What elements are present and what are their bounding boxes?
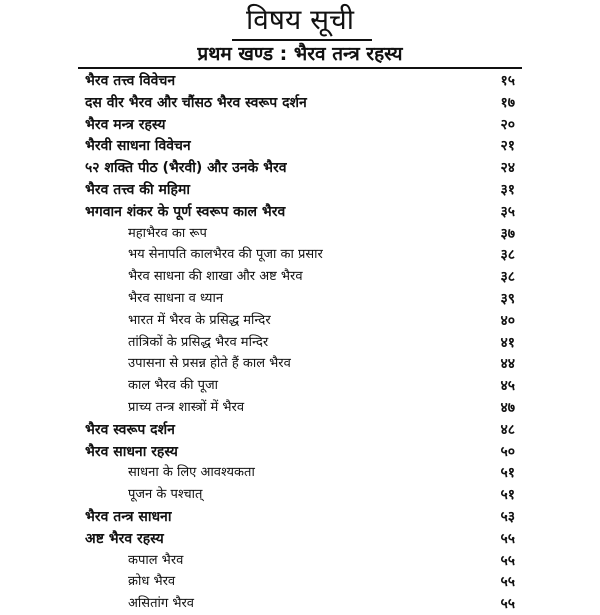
toc-entry <box>0 550 600 572</box>
toc-entry <box>0 223 600 245</box>
page-title: विषय सूची <box>245 3 355 36</box>
toc-entry <box>0 593 600 615</box>
toc-entry <box>0 484 600 506</box>
toc-entry-label: काल भैरव की पूजा <box>128 378 218 394</box>
toc-entry <box>0 506 600 528</box>
toc-entry-label: दस वीर भैरव और चौंसठ भैरव स्वरूप दर्शन <box>85 94 307 111</box>
heading-rule <box>78 67 522 69</box>
toc-entry <box>0 419 600 441</box>
toc-entry-label: भैरवी साधना विवेचन <box>85 138 191 155</box>
toc-entry <box>0 244 600 266</box>
toc-entry-label: क्रोध भैरव <box>128 574 176 590</box>
toc-entry <box>0 288 600 310</box>
toc-entry <box>0 332 600 354</box>
toc-entry-page: ५१ <box>500 465 515 482</box>
toc-entry <box>0 114 600 136</box>
toc-entry-page: ३५ <box>500 203 515 220</box>
toc-entry <box>0 462 600 484</box>
toc-entry-page: ३९ <box>500 290 515 307</box>
toc-entry-label: भैरव तत्त्व विवेचन <box>85 73 176 89</box>
toc-entry-label: भैरव साधना व ध्यान <box>128 290 224 306</box>
toc-entry-label: भैरव मन्त्र रहस्य <box>85 116 166 133</box>
toc-entry <box>0 310 600 332</box>
toc-entry-label: भैरव साधना की शाखा और अष्ट भैरव <box>128 269 303 285</box>
toc-entry-page: ३१ <box>500 181 515 198</box>
toc-entry-page: ४१ <box>500 334 515 351</box>
title-underline <box>232 39 372 41</box>
toc-entry-label: तांत्रिकों के प्रसिद्ध भैरव मन्दिर <box>128 334 269 350</box>
toc-list <box>0 70 600 615</box>
toc-entry <box>0 135 600 157</box>
section-heading: प्रथम खण्ड : भैरव तन्त्र रहस्य <box>197 43 403 65</box>
toc-entry-label: प्राच्य तन्त्र शास्त्रों में भैरव <box>128 399 245 415</box>
toc-entry-page: ५५ <box>500 596 515 613</box>
toc-entry <box>0 92 600 114</box>
toc-entry-label: भगवान शंकर के पूर्ण स्वरूप काल भैरव <box>85 203 286 220</box>
toc-entry-label: साधना के लिए आवश्यकता <box>128 465 255 481</box>
toc-entry <box>0 571 600 593</box>
toc-entry <box>0 528 600 550</box>
toc-entry-page: ५० <box>500 443 515 460</box>
toc-entry-label: भैरव तत्त्व की महिमा <box>85 181 190 198</box>
toc-entry-page: ५५ <box>500 574 515 591</box>
toc-entry-page: १७ <box>500 94 515 111</box>
toc-entry-page: ३७ <box>500 225 515 242</box>
toc-entry-label: अष्ट भैरव रहस्य <box>85 530 164 547</box>
toc-entry <box>0 70 600 92</box>
toc-entry-label: भैरव तन्त्र साधना <box>85 508 172 525</box>
toc-entry-label: भारत में भैरव के प्रसिद्ध मन्दिर <box>128 312 271 328</box>
toc-entry-page: ४५ <box>500 378 515 395</box>
toc-entry <box>0 397 600 419</box>
toc-entry <box>0 157 600 179</box>
toc-entry-page: ४४ <box>500 356 515 373</box>
toc-entry-page: २० <box>500 116 515 133</box>
toc-entry-label: महाभैरव का रूप <box>128 225 207 241</box>
toc-entry-label: ५२ शक्ति पीठ (भैरवी) और उनके भैरव <box>85 160 287 177</box>
toc-entry-page: १५ <box>500 73 515 89</box>
toc-entry-page: ४८ <box>500 421 515 438</box>
toc-entry-page: ५१ <box>500 487 515 504</box>
toc-entry <box>0 179 600 201</box>
toc-entry-page: ४० <box>500 312 515 329</box>
toc-entry-page: ५५ <box>500 552 515 569</box>
toc-entry <box>0 441 600 463</box>
toc-entry <box>0 201 600 223</box>
toc-entry-label: पूजन के पश्चात् <box>128 487 203 503</box>
toc-entry-page: ५५ <box>500 530 515 547</box>
toc-entry <box>0 375 600 397</box>
toc-entry-page: ३८ <box>500 247 515 264</box>
toc-entry-label: भैरव साधना रहस्य <box>85 443 178 460</box>
toc-entry-page: २४ <box>500 160 515 177</box>
toc-entry-label: उपासना से प्रसन्न होते हैं काल भैरव <box>128 356 291 372</box>
toc-entry <box>0 353 600 375</box>
toc-entry <box>0 266 600 288</box>
toc-entry-label: भैरव स्वरूप दर्शन <box>85 421 175 438</box>
toc-entry-page: २१ <box>500 138 515 155</box>
toc-entry-page: ३८ <box>500 269 515 286</box>
toc-entry-label: भय सेनापति कालभैरव की पूजा का प्रसार <box>128 247 323 263</box>
toc-entry-page: ५३ <box>500 508 515 525</box>
toc-entry-label: कपाल भैरव <box>128 552 184 568</box>
toc-entry-label: असितांग भैरव <box>128 596 194 612</box>
toc-entry-page: ४७ <box>500 399 515 416</box>
